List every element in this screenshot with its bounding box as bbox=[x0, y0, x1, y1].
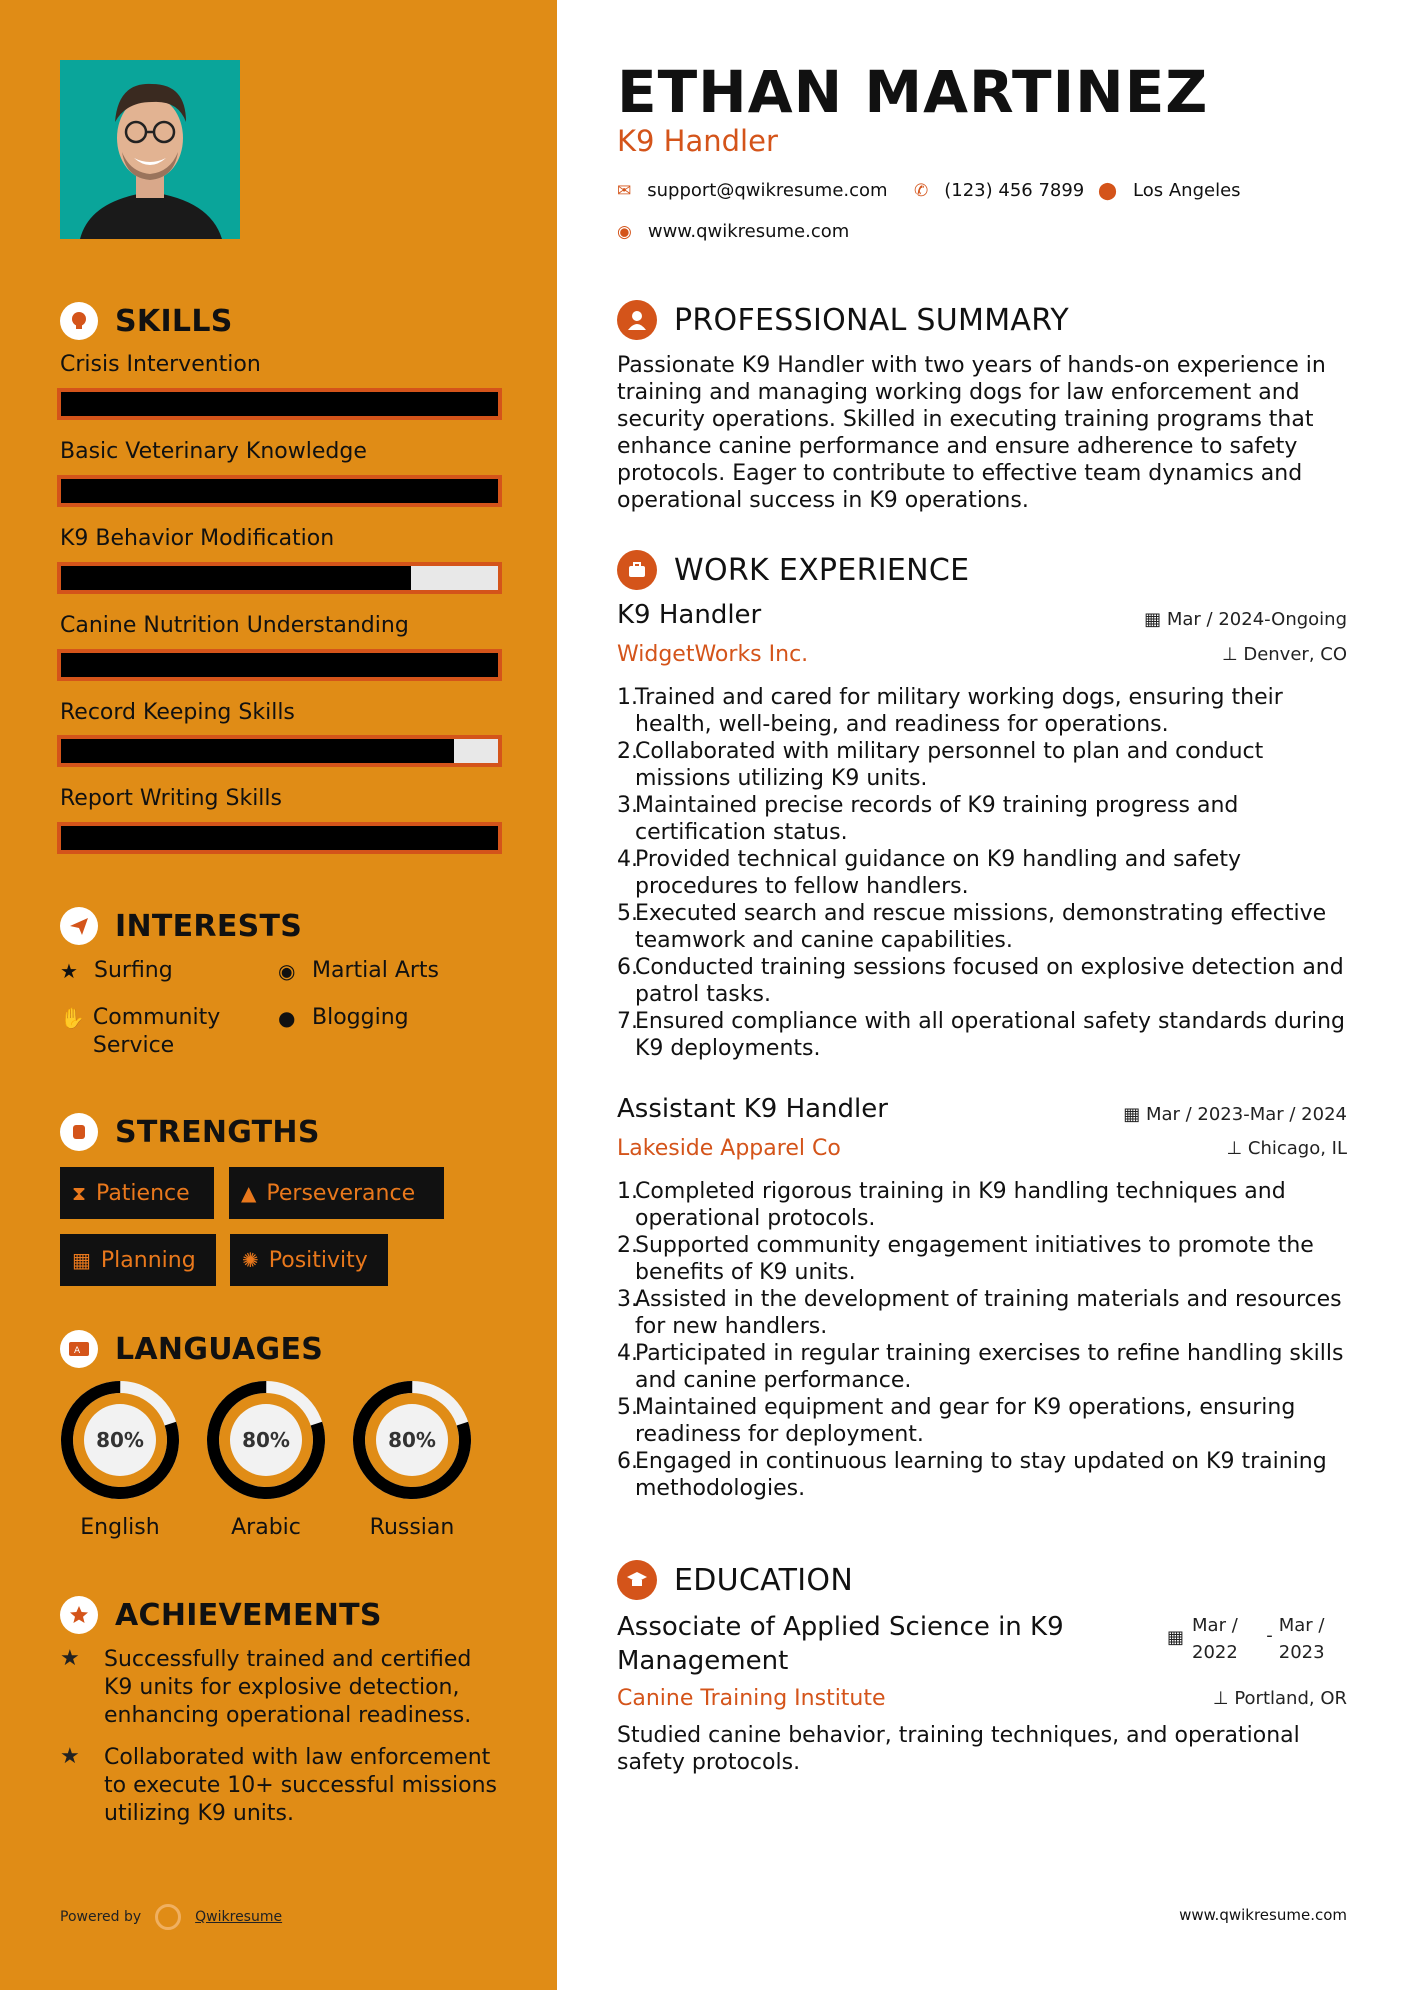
job-title: Assistant K9 Handler bbox=[617, 1094, 888, 1124]
list-item: 3. Assisted in the development of training materials and resources for new handlers. bbox=[617, 1287, 1342, 1339]
language-ring bbox=[58, 1378, 182, 1502]
job-location bbox=[1222, 644, 1347, 665]
job-location bbox=[1226, 1138, 1347, 1159]
achievements-heading bbox=[60, 1596, 382, 1634]
graduation-cap-icon bbox=[617, 1560, 657, 1600]
interests-heading bbox=[60, 907, 302, 945]
star-icon: ★ bbox=[60, 1646, 80, 1671]
language-percent: 80% bbox=[96, 1428, 144, 1452]
list-item: 7. Ensured compliance with all operational safety standards during K9 deployments. bbox=[617, 1009, 1345, 1061]
users-icon: ● bbox=[278, 1006, 296, 1030]
strength-badge bbox=[229, 1167, 444, 1219]
briefcase-icon bbox=[617, 550, 657, 590]
achievement-text: Collaborated with law enforcement to execute 10+ successful missions utilizing K9 units. bbox=[104, 1745, 498, 1826]
contact-email bbox=[617, 180, 888, 201]
skill-bar bbox=[57, 735, 502, 767]
profile-photo bbox=[60, 60, 240, 239]
interest-item bbox=[60, 957, 173, 985]
globe-icon: ◉ bbox=[278, 959, 296, 983]
language-percent: 80% bbox=[242, 1428, 290, 1452]
fist-icon bbox=[60, 1113, 98, 1151]
strength-badge bbox=[60, 1167, 214, 1219]
education-title: EDUCATION bbox=[674, 1562, 854, 1598]
job-dates-text: Mar / 2024-Ongoing bbox=[1166, 609, 1347, 630]
job-bullets bbox=[617, 684, 1357, 1062]
skill-bar bbox=[57, 649, 502, 681]
qwikresume-logo-icon bbox=[155, 1904, 181, 1930]
list-item: 3. Maintained precise records of K9 training progress and certification status. bbox=[617, 793, 1239, 845]
list-item: 4. Participated in regular training exercises to refine handling skills and canine performance. bbox=[617, 1341, 1344, 1393]
skill-bar-fill bbox=[61, 826, 498, 850]
location-text: Los Angeles bbox=[1133, 180, 1241, 201]
skill-label: Crisis Intervention bbox=[60, 352, 261, 377]
list-item: 5. Maintained equipment and gear for K9 operations, ensuring readiness for deployment. bbox=[617, 1395, 1296, 1447]
list-item: 5. Executed search and rescue missions, demonstrating effective teamwork and canine capabilities. bbox=[617, 901, 1327, 953]
skill-bar-fill bbox=[61, 566, 411, 590]
job-bullets bbox=[617, 1178, 1357, 1502]
skill-bar-fill bbox=[61, 392, 498, 416]
language-label: English bbox=[80, 1515, 160, 1540]
languages-title: LANGUAGES bbox=[115, 1331, 324, 1367]
hand-icon: ✋ bbox=[60, 1006, 85, 1030]
strength-badge bbox=[60, 1234, 216, 1286]
contact-location bbox=[1098, 180, 1241, 201]
education-start: Mar / 2022 bbox=[1192, 1615, 1238, 1663]
skill-label: K9 Behavior Modification bbox=[60, 526, 335, 551]
website-text[interactable]: www.qwikresume.com bbox=[647, 221, 850, 242]
experience-title: WORK EXPERIENCE bbox=[674, 552, 970, 588]
star-icon: ★ bbox=[60, 959, 78, 983]
pin-icon: ⊥ bbox=[1212, 1688, 1235, 1709]
job-location-text: Denver, CO bbox=[1243, 644, 1347, 665]
hourglass-icon: ⧗ bbox=[72, 1181, 87, 1205]
education-dates bbox=[1167, 1612, 1347, 1666]
skill-bar-fill bbox=[61, 653, 498, 677]
job-dates bbox=[1144, 609, 1347, 630]
job-title: K9 Handler bbox=[617, 600, 762, 630]
email-text[interactable]: support@qwikresume.com bbox=[647, 180, 888, 201]
skill-bar bbox=[57, 562, 502, 594]
list-item: 4. Provided technical guidance on K9 handling and safety procedures to fellow handlers. bbox=[617, 847, 1241, 899]
strength-label: Perseverance bbox=[266, 1180, 416, 1206]
interest-label: Surfing bbox=[94, 958, 173, 983]
strength-badge bbox=[230, 1234, 388, 1286]
pin-icon: ⊥ bbox=[1226, 1138, 1248, 1159]
list-item: 2. Supported community engagement initiatives to promote the benefits of K9 units. bbox=[617, 1233, 1314, 1285]
skill-bar bbox=[57, 475, 502, 507]
language-icon bbox=[60, 1330, 98, 1368]
job-location-text: Chicago, IL bbox=[1247, 1138, 1347, 1159]
list-item: 6. Engaged in continuous learning to stay updated on K9 training methodologies. bbox=[617, 1449, 1327, 1501]
interest-item bbox=[278, 1004, 409, 1032]
language-ring bbox=[204, 1378, 328, 1502]
phone-icon: ✆ bbox=[914, 180, 929, 201]
powered-by-label: Powered by bbox=[60, 1909, 142, 1925]
phone-text[interactable]: (123) 456 7899 bbox=[944, 180, 1085, 201]
envelope-icon: ✉ bbox=[617, 180, 632, 201]
summary-title: PROFESSIONAL SUMMARY bbox=[674, 302, 1070, 338]
user-icon bbox=[617, 300, 657, 340]
language-ring bbox=[350, 1378, 474, 1502]
list-item: 1. Trained and cared for military working dogs, ensuring their health, well-being, and readiness for operations. bbox=[617, 685, 1283, 737]
date-separator: - bbox=[1266, 1625, 1273, 1646]
star-icon: ★ bbox=[60, 1744, 80, 1769]
skills-heading bbox=[60, 302, 233, 340]
interest-item bbox=[278, 957, 439, 985]
job-dates-text: Mar / 2023-Mar / 2024 bbox=[1145, 1104, 1347, 1125]
language-label: Arabic bbox=[231, 1515, 301, 1540]
road-icon: ▲ bbox=[241, 1181, 257, 1205]
interest-label: Martial Arts bbox=[312, 958, 440, 983]
footer-url[interactable]: www.qwikresume.com bbox=[1179, 1906, 1347, 1924]
skill-label: Record Keeping Skills bbox=[60, 700, 295, 725]
qwikresume-link[interactable]: Qwikresume bbox=[195, 1909, 283, 1925]
achievements-title: ACHIEVEMENTS bbox=[115, 1597, 382, 1633]
strength-label: Patience bbox=[96, 1180, 190, 1206]
skills-title: SKILLS bbox=[115, 303, 233, 339]
skill-bar bbox=[57, 822, 502, 854]
list-item: 6. Conducted training sessions focused on explosive detection and patrol tasks. bbox=[617, 955, 1344, 1007]
calendar-icon: ▦ bbox=[1123, 1104, 1146, 1125]
candidate-role: K9 Handler bbox=[617, 124, 778, 158]
skill-label: Basic Veterinary Knowledge bbox=[60, 439, 367, 464]
globe-icon: ◉ bbox=[617, 221, 632, 242]
language-label: Russian bbox=[369, 1515, 455, 1540]
lightbulb-icon bbox=[60, 302, 98, 340]
education-end: Mar / 2023 bbox=[1278, 1615, 1325, 1663]
interest-label: Community Service bbox=[92, 1005, 221, 1058]
paper-plane-icon bbox=[60, 907, 98, 945]
skill-bar bbox=[57, 388, 502, 420]
strength-label: Positivity bbox=[268, 1247, 368, 1273]
education-heading bbox=[617, 1560, 853, 1600]
school-name: Canine Training Institute bbox=[617, 1686, 886, 1711]
education-location-text: Portland, OR bbox=[1234, 1688, 1347, 1709]
education-description: Studied canine behavior, training techniques, and operational safety protocols. bbox=[617, 1723, 1300, 1775]
sun-icon: ✺ bbox=[242, 1248, 259, 1272]
list-item: 2. Collaborated with military personnel to plan and conduct missions utilizing K9 units. bbox=[617, 739, 1264, 791]
skill-bar-fill bbox=[61, 739, 454, 763]
main-content bbox=[557, 0, 1407, 1990]
skill-label: Canine Nutrition Understanding bbox=[60, 613, 409, 638]
interest-label: Blogging bbox=[312, 1005, 409, 1030]
candidate-name: ETHAN MARTINEZ bbox=[617, 58, 1209, 126]
interests-title: INTERESTS bbox=[115, 908, 303, 944]
trophy-star-icon bbox=[60, 1596, 98, 1634]
powered-by bbox=[60, 1904, 282, 1930]
job-company: Lakeside Apparel Co bbox=[617, 1136, 841, 1161]
degree-title: Associate of Applied Science in K9 Management bbox=[617, 1612, 1064, 1676]
experience-heading bbox=[617, 550, 969, 590]
svg-text:A: A bbox=[74, 1346, 81, 1356]
strengths-heading bbox=[60, 1113, 320, 1151]
skill-label: Report Writing Skills bbox=[60, 786, 282, 811]
education-location bbox=[1213, 1688, 1347, 1709]
achievement-item bbox=[60, 1646, 500, 1730]
strength-label: Planning bbox=[100, 1247, 196, 1273]
summary-heading bbox=[617, 300, 1069, 340]
achievement-text: Successfully trained and certified K9 units for explosive detection, enhancing operational readiness. bbox=[104, 1647, 472, 1728]
calendar-icon: ▦ bbox=[1167, 1627, 1185, 1648]
contact-website bbox=[617, 221, 849, 242]
languages-heading bbox=[60, 1330, 323, 1368]
map-pin-icon: ⬤ bbox=[1098, 180, 1118, 201]
summary-text: Passionate K9 Handler with two years of hands-on experience in training and managing working dogs for law enforcement and security operations. Skilled in executing training programs that enhance canine performance and ensure adherence to safety protocols. Eager to contribute to effective team dynamics and operational success in K9 operations. bbox=[617, 353, 1326, 513]
job-dates bbox=[1123, 1104, 1347, 1125]
pin-icon: ⊥ bbox=[1221, 644, 1244, 665]
language-percent: 80% bbox=[388, 1428, 436, 1452]
achievement-item bbox=[60, 1744, 500, 1828]
calendar-icon: ▦ bbox=[1144, 609, 1167, 630]
job-company: WidgetWorks Inc. bbox=[617, 642, 809, 667]
strengths-title: STRENGTHS bbox=[115, 1114, 320, 1150]
calendar-icon: ▦ bbox=[72, 1248, 91, 1272]
sidebar bbox=[0, 0, 557, 1990]
interest-item bbox=[60, 1004, 250, 1060]
contact-phone bbox=[914, 180, 1084, 201]
skill-bar-fill bbox=[61, 479, 498, 503]
list-item: 1. Completed rigorous training in K9 handling techniques and operational protocols. bbox=[617, 1179, 1286, 1231]
